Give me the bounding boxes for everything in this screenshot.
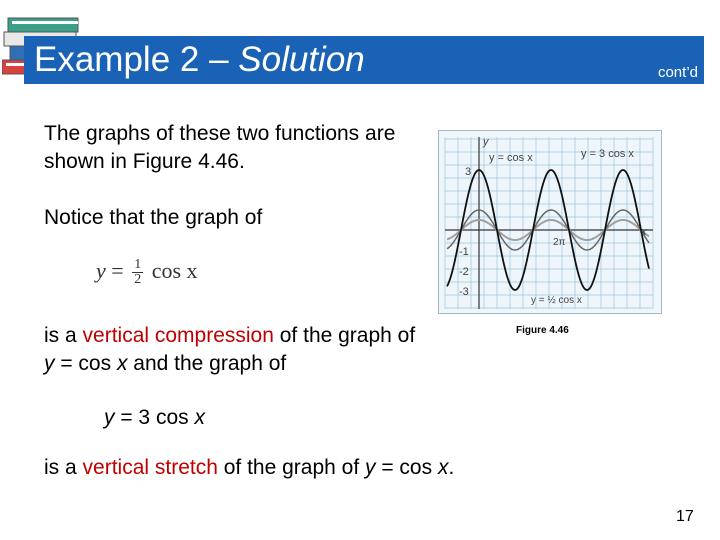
paragraph-compression: is a vertical compression of the graph of y = cos x and the graph of xyxy=(44,324,416,375)
figure-graph xyxy=(438,130,662,314)
paragraph-stretch: is a vertical stretch of the graph of y = cos x. xyxy=(44,456,455,479)
paragraph-notice: Notice that the graph of xyxy=(44,206,263,229)
ytick-neg3: -3 xyxy=(459,286,469,298)
paragraph-graphs-shown: The graphs of these two functions are shown in Figure 4.46. xyxy=(44,122,396,173)
axis-label-y: y xyxy=(483,136,489,148)
figure-caption: Figure 4.46 xyxy=(516,325,569,336)
continued-label: cont’d xyxy=(657,64,698,81)
graph-svg xyxy=(439,131,661,313)
ytick-neg1: -1 xyxy=(459,246,469,258)
equation-3cos: y = 3 cos x xyxy=(104,406,205,429)
formula-half-cos: y = $\frac{1}{2}$ cos x xyxy=(96,257,198,288)
axis-label-x: x xyxy=(641,226,647,238)
label-cos: y = cos x xyxy=(489,152,533,164)
tick-2pi: 2π xyxy=(553,237,566,248)
page-number: 17 xyxy=(676,508,694,525)
label-half-cos: y = ½ cos x xyxy=(531,295,582,306)
ytick-3: 3 xyxy=(465,166,472,178)
slide-title: Example 2 – Solution xyxy=(34,40,365,79)
ytick-neg2: -2 xyxy=(459,266,469,278)
label-3cos: y = 3 cos x xyxy=(581,148,634,160)
